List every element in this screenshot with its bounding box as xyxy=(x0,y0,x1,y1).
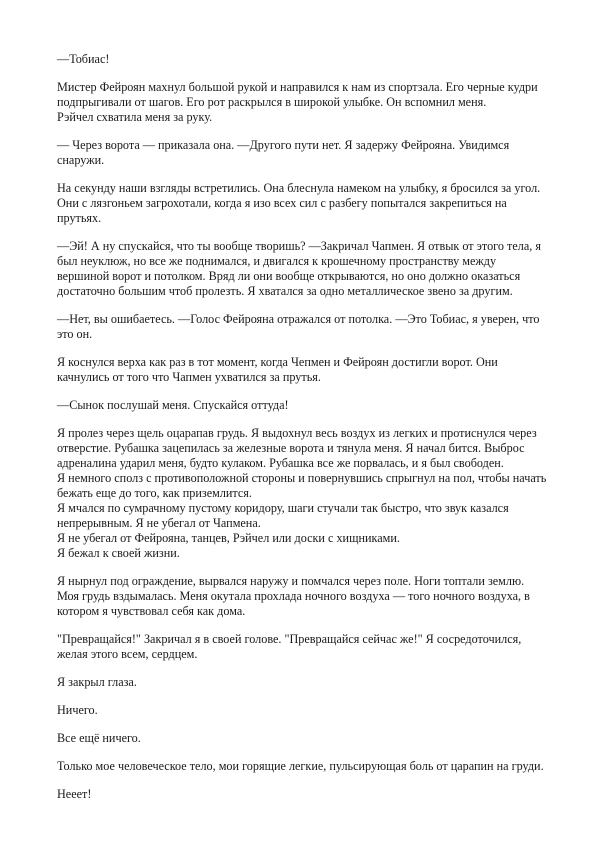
text-line: адреналина ударил меня, будто кулаком. Рубашка все же порвалась, и я был свободен. xyxy=(57,456,504,470)
paragraph xyxy=(57,398,555,413)
text-line: —Сынок послушай меня. Спускайся оттуда! xyxy=(57,398,289,412)
text-line: — Через ворота — приказала она. —Другого пути нет. Я задержу Фейрояна. Увидимся xyxy=(57,138,510,152)
text-line: —Эй! А ну спускайся, что ты вообще творишь? —Закричал Чапмен. Я отвык от этого тела, я xyxy=(57,239,541,253)
text-line: Я коснулся верха как раз в тот момент, когда Чепмен и Фейроян достигли ворот. Они xyxy=(57,355,498,369)
text-line: Только мое человеческое тело, мои горящие легкие, пульсирующая боль от царапин на груди. xyxy=(57,759,544,773)
paragraph xyxy=(57,52,555,67)
paragraph xyxy=(57,632,555,662)
text-line: бежать еще до того, как приземлится. xyxy=(57,486,252,500)
text-line: Я мчался по сумрачному пустому коридору, шаги стучали так быстро, что звук казался xyxy=(57,501,509,515)
text-line: достаточно большим чтоб пролезть. Я хватался за одно металлическое звено за другим. xyxy=(57,284,513,298)
text-line: прутьях. xyxy=(57,211,102,225)
paragraph xyxy=(57,759,555,774)
text-line: отверстие. Рубашка зацепилась за железные ворота и тянула меня. Я начал бится. Выброс xyxy=(57,441,525,455)
text-line: —Тобиас! xyxy=(57,52,110,66)
text-line: Я немного сполз с противоположной стороны и повернувшись спрыгнул на пол, чтобы начать xyxy=(57,471,547,485)
text-line: Рэйчел схватила меня за руку. xyxy=(57,110,213,124)
text-line: "Превращайся!" Закричал я в своей голове. "Превращайся сейчас же!" Я сосредоточился, xyxy=(57,632,522,646)
paragraph xyxy=(57,574,555,619)
paragraph xyxy=(57,80,555,125)
text-line: качнулись от того что Чапмен ухватился за прутья. xyxy=(57,370,321,384)
paragraph xyxy=(57,181,555,226)
paragraph xyxy=(57,426,555,561)
paragraph xyxy=(57,355,555,385)
text-line: Моя грудь вздымалась. Меня окутала прохлада ночного воздуха — того ночного воздуха, в xyxy=(57,589,530,603)
text-line: Мистер Фейроян махнул большой рукой и направился к нам из спортзала. Его черные кудри xyxy=(57,80,538,94)
text-line: —Нет, вы ошибаетесь. —Голос Фейрояна отражался от потолка. —Это Тобиас, я уверен, что xyxy=(57,312,540,326)
paragraph xyxy=(57,787,555,802)
text-line: подпрыгивали от шагов. Его рот раскрылся в широкой улыбке. Он вспомнил меня. xyxy=(57,95,487,109)
text-line: Я закрыл глаза. xyxy=(57,675,137,689)
text-line: Я нырнул под ограждение, вырвался наружу и помчался через поле. Ноги топтали землю. xyxy=(57,574,525,588)
text-line: Все ещё ничего. xyxy=(57,731,141,745)
text-line: это он. xyxy=(57,327,93,341)
document-page xyxy=(57,52,555,815)
text-line: На секунду наши взгляды встретились. Она блеснула намеком на улыбку, я бросился за угол. xyxy=(57,181,541,195)
paragraph xyxy=(57,675,555,690)
text-line: Я не убегал от Фейрояна, танцев, Рэйчел или доски с хищниками. xyxy=(57,531,400,545)
text-line: котором я чувствовал себя как дома. xyxy=(57,604,246,618)
paragraph xyxy=(57,731,555,746)
paragraph xyxy=(57,312,555,342)
text-line: желая этого всем, сердцем. xyxy=(57,647,198,661)
text-line: вершиной ворот и потолком. Вряд ли они вообще открываются, но оно должно оказаться xyxy=(57,269,521,283)
paragraph xyxy=(57,239,555,299)
text-line: непрерывным. Я не убегал от Чапмена. xyxy=(57,516,261,530)
paragraph xyxy=(57,138,555,168)
text-line: снаружи. xyxy=(57,153,105,167)
text-line: Они с лязгоньем загрохотали, когда я изо всех сил с разбегу попытался закрепиться на xyxy=(57,196,507,210)
text-line: Я пролез через щель оцарапав грудь. Я выдохнул весь воздух из легких и протиснулся через xyxy=(57,426,537,440)
text-line: был неуклюж, но все же поднимался, и двигался к крошечному пространству между xyxy=(57,254,497,268)
text-line: Я бежал к своей жизни. xyxy=(57,546,180,560)
text-line: Ничего. xyxy=(57,703,98,717)
paragraph xyxy=(57,703,555,718)
text-line: Нееет! xyxy=(57,787,92,801)
